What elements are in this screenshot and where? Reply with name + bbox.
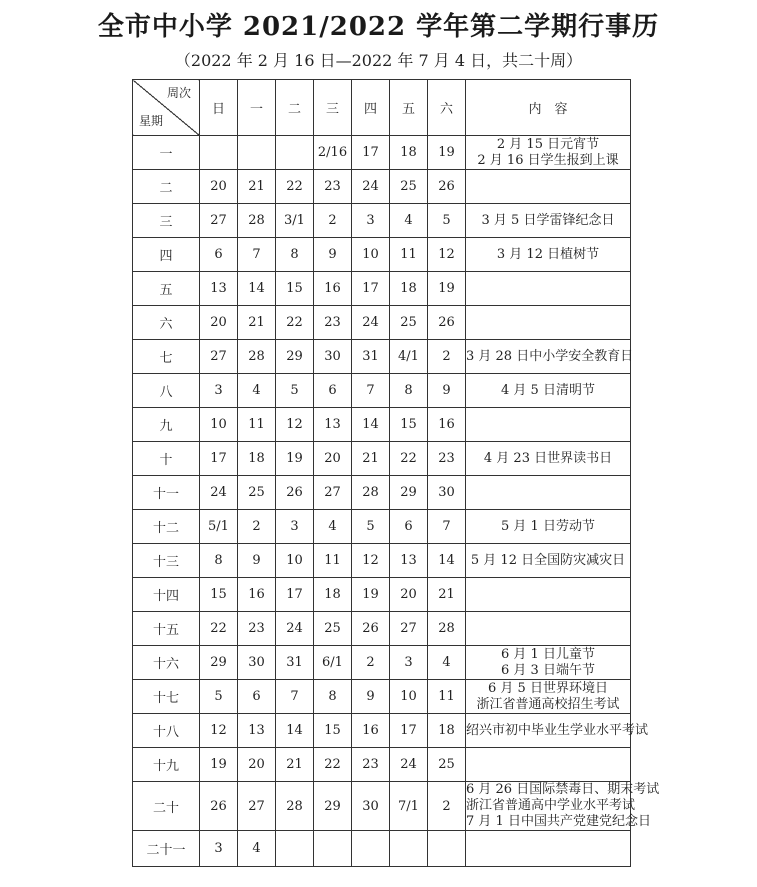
table-row <box>133 510 631 544</box>
date-cell: 13 <box>200 272 238 306</box>
date-cell: 11 <box>238 408 276 442</box>
date-cell: 22 <box>314 748 352 782</box>
date-cell: 26 <box>352 612 390 646</box>
table-row <box>133 544 631 578</box>
event-note: 2 月 15 日元宵节 <box>496 136 600 152</box>
week-label: 二 <box>133 170 200 204</box>
date-cell: 25 <box>390 170 428 204</box>
table-row <box>133 272 631 306</box>
date-cell: 30 <box>314 340 352 374</box>
date-cell: 15 <box>276 272 314 306</box>
date-cell <box>314 831 352 867</box>
date-cell: 21 <box>352 442 390 476</box>
week-label: 五 <box>133 272 200 306</box>
date-cell: 22 <box>276 170 314 204</box>
date-cell: 15 <box>390 408 428 442</box>
date-cell: 2 <box>428 782 466 831</box>
table-row <box>133 136 631 170</box>
date-cell: 12 <box>200 714 238 748</box>
corner-label-weekday: 星期 <box>139 114 164 128</box>
day-header-wed: 三 <box>314 80 352 136</box>
date-cell <box>276 136 314 170</box>
date-cell: 24 <box>352 306 390 340</box>
date-cell: 16 <box>428 408 466 442</box>
date-cell: 8 <box>276 238 314 272</box>
date-cell: 31 <box>276 646 314 680</box>
table-row <box>133 748 631 782</box>
date-cell: 23 <box>352 748 390 782</box>
date-cell: 28 <box>276 782 314 831</box>
event-note: 浙江省普通高中学业水平考试 <box>466 798 636 813</box>
table-row <box>133 782 631 831</box>
date-cell: 15 <box>314 714 352 748</box>
date-cell: 12 <box>352 544 390 578</box>
date-cell: 14 <box>428 544 466 578</box>
date-cell: 8 <box>314 680 352 714</box>
date-cell: 9 <box>428 374 466 408</box>
date-cell: 5 <box>352 510 390 544</box>
date-cell: 28 <box>238 204 276 238</box>
event-notes-cell <box>466 680 631 714</box>
date-cell: 12 <box>428 238 466 272</box>
date-cell: 22 <box>200 612 238 646</box>
event-notes-cell <box>466 272 631 306</box>
event-note: 5 月 1 日劳动节 <box>501 518 595 534</box>
date-cell: 9 <box>314 238 352 272</box>
event-notes-cell <box>466 374 631 408</box>
date-cell: 27 <box>238 782 276 831</box>
date-cell: 22 <box>390 442 428 476</box>
table-header-row <box>133 80 631 136</box>
date-cell: 3 <box>200 374 238 408</box>
event-note: 浙江省普通高校招生考试 <box>476 696 620 712</box>
event-notes-cell <box>466 408 631 442</box>
date-cell: 25 <box>428 748 466 782</box>
week-label: 三 <box>133 204 200 238</box>
date-cell: 3 <box>352 204 390 238</box>
date-cell: 2 <box>314 204 352 238</box>
table-row <box>133 831 631 867</box>
date-cell: 2 <box>428 340 466 374</box>
event-notes-cell <box>466 646 631 680</box>
date-cell: 16 <box>352 714 390 748</box>
date-cell <box>428 831 466 867</box>
event-note: 4 月 23 日世界读书日 <box>483 450 613 466</box>
date-cell: 17 <box>276 578 314 612</box>
date-cell: 10 <box>352 238 390 272</box>
date-cell: 5/1 <box>200 510 238 544</box>
date-cell: 3 <box>390 646 428 680</box>
date-cell: 23 <box>314 306 352 340</box>
date-cell <box>276 831 314 867</box>
date-cell: 29 <box>390 476 428 510</box>
date-cell: 6 <box>238 680 276 714</box>
event-notes-cell <box>466 714 649 748</box>
date-cell: 25 <box>314 612 352 646</box>
date-cell: 28 <box>352 476 390 510</box>
event-notes-cell <box>466 544 631 578</box>
content-header: 内 容 <box>466 80 631 136</box>
week-label: 十六 <box>133 646 200 680</box>
date-cell: 23 <box>238 612 276 646</box>
date-cell: 20 <box>200 170 238 204</box>
week-label: 六 <box>133 306 200 340</box>
table-row <box>133 476 631 510</box>
date-cell: 11 <box>428 680 466 714</box>
week-label: 十 <box>133 442 200 476</box>
date-cell: 6 <box>390 510 428 544</box>
date-cell: 21 <box>428 578 466 612</box>
event-notes-cell <box>466 748 631 782</box>
week-label: 一 <box>133 136 200 170</box>
date-cell: 16 <box>314 272 352 306</box>
date-cell <box>352 831 390 867</box>
date-cell: 16 <box>238 578 276 612</box>
date-cell: 10 <box>200 408 238 442</box>
date-cell: 26 <box>428 170 466 204</box>
date-cell: 6 <box>314 374 352 408</box>
event-note: 绍兴市初中毕业生学业水平考试 <box>466 722 649 738</box>
week-label: 十二 <box>133 510 200 544</box>
date-cell: 18 <box>390 272 428 306</box>
date-cell: 14 <box>352 408 390 442</box>
event-note: 6 月 3 日端午节 <box>501 662 595 678</box>
date-cell: 13 <box>390 544 428 578</box>
date-cell: 20 <box>314 442 352 476</box>
day-header-thu: 四 <box>352 80 390 136</box>
event-notes-cell <box>466 510 631 544</box>
week-label: 十九 <box>133 748 200 782</box>
date-cell: 2 <box>352 646 390 680</box>
date-cell: 24 <box>390 748 428 782</box>
date-cell <box>238 136 276 170</box>
date-cell: 6/1 <box>314 646 352 680</box>
week-label: 九 <box>133 408 200 442</box>
date-cell: 24 <box>276 612 314 646</box>
table-row <box>133 612 631 646</box>
date-cell: 19 <box>428 136 466 170</box>
week-label: 十三 <box>133 544 200 578</box>
date-cell: 26 <box>200 782 238 831</box>
date-cell: 21 <box>276 748 314 782</box>
date-cell: 7 <box>276 680 314 714</box>
date-cell: 18 <box>390 136 428 170</box>
table-row <box>133 680 631 714</box>
event-note: 7 月 1 日中国共产党建党纪念日 <box>466 814 651 829</box>
date-cell: 11 <box>390 238 428 272</box>
event-notes-cell <box>466 831 631 867</box>
date-cell: 29 <box>314 782 352 831</box>
date-cell: 22 <box>276 306 314 340</box>
date-cell: 3/1 <box>276 204 314 238</box>
event-notes-cell <box>466 578 631 612</box>
date-cell: 20 <box>390 578 428 612</box>
date-cell: 25 <box>238 476 276 510</box>
table-row <box>133 238 631 272</box>
date-cell: 13 <box>238 714 276 748</box>
calendar-body <box>133 136 660 867</box>
date-cell: 19 <box>428 272 466 306</box>
date-cell: 23 <box>314 170 352 204</box>
date-cell: 4 <box>238 831 276 867</box>
date-cell: 26 <box>276 476 314 510</box>
day-header-tue: 二 <box>276 80 314 136</box>
event-note: 6 月 5 日世界环境日 <box>488 680 608 696</box>
date-cell: 9 <box>238 544 276 578</box>
date-cell: 29 <box>200 646 238 680</box>
date-cell: 20 <box>200 306 238 340</box>
event-note: 2 月 16 日学生报到上课 <box>477 152 619 168</box>
date-cell: 18 <box>428 714 466 748</box>
date-cell: 7 <box>238 238 276 272</box>
week-label: 十四 <box>133 578 200 612</box>
date-cell: 17 <box>200 442 238 476</box>
table-row <box>133 374 631 408</box>
date-cell: 8 <box>390 374 428 408</box>
date-cell: 6 <box>200 238 238 272</box>
date-cell: 10 <box>276 544 314 578</box>
event-notes-cell <box>466 306 631 340</box>
date-cell: 24 <box>352 170 390 204</box>
date-cell: 30 <box>352 782 390 831</box>
week-label: 七 <box>133 340 200 374</box>
date-cell: 5 <box>276 374 314 408</box>
date-cell: 19 <box>200 748 238 782</box>
event-notes-cell <box>466 238 631 272</box>
calendar-table <box>132 79 660 867</box>
date-cell: 4/1 <box>390 340 428 374</box>
date-cell: 4 <box>390 204 428 238</box>
day-header-fri: 五 <box>390 80 428 136</box>
event-notes-cell <box>466 476 631 510</box>
date-cell: 7 <box>352 374 390 408</box>
date-cell: 18 <box>238 442 276 476</box>
corner-label-week: 周次 <box>166 86 191 100</box>
date-cell: 27 <box>200 204 238 238</box>
date-cell: 19 <box>352 578 390 612</box>
table-row <box>133 340 631 374</box>
event-note: 4 月 5 日清明节 <box>501 382 595 398</box>
page-title: 全市中小学 2021/2022 学年第二学期行事历 <box>97 12 660 42</box>
date-cell: 9 <box>352 680 390 714</box>
week-label: 八 <box>133 374 200 408</box>
week-label: 二十 <box>133 782 200 831</box>
table-row <box>133 306 631 340</box>
event-note: 6 月 26 日国际禁毒日、期末考试 <box>466 782 660 797</box>
page-subtitle: （2022 年 2 月 16 日—2022 年 7 月 4 日，共二十周） <box>174 51 583 70</box>
date-cell: 15 <box>200 578 238 612</box>
date-cell: 2/16 <box>314 136 352 170</box>
date-cell: 30 <box>238 646 276 680</box>
event-notes-cell <box>466 170 631 204</box>
event-note: 6 月 1 日儿童节 <box>501 646 595 662</box>
event-notes-cell <box>466 782 660 831</box>
day-header-mon: 一 <box>238 80 276 136</box>
date-cell: 3 <box>276 510 314 544</box>
date-cell: 5 <box>200 680 238 714</box>
day-header-sat: 六 <box>428 80 466 136</box>
event-note: 5 月 12 日全国防灾减灾日 <box>470 552 626 568</box>
table-row <box>133 170 631 204</box>
week-label: 十五 <box>133 612 200 646</box>
date-cell: 8 <box>200 544 238 578</box>
date-cell: 14 <box>276 714 314 748</box>
date-cell: 11 <box>314 544 352 578</box>
date-cell <box>200 136 238 170</box>
date-cell: 17 <box>352 272 390 306</box>
date-cell: 13 <box>314 408 352 442</box>
table-row <box>133 408 631 442</box>
date-cell: 25 <box>390 306 428 340</box>
date-cell: 4 <box>314 510 352 544</box>
date-cell: 21 <box>238 170 276 204</box>
event-notes-cell <box>466 612 631 646</box>
date-cell: 17 <box>390 714 428 748</box>
date-cell: 10 <box>390 680 428 714</box>
event-note: 3 月 12 日植树节 <box>496 246 600 262</box>
date-cell: 12 <box>276 408 314 442</box>
date-cell: 20 <box>238 748 276 782</box>
date-cell: 27 <box>390 612 428 646</box>
week-label: 四 <box>133 238 200 272</box>
event-notes-cell <box>466 136 631 170</box>
date-cell: 17 <box>352 136 390 170</box>
date-cell: 24 <box>200 476 238 510</box>
day-header-sun: 日 <box>200 80 238 136</box>
corner-cell <box>133 80 200 136</box>
date-cell: 4 <box>238 374 276 408</box>
date-cell: 7/1 <box>390 782 428 831</box>
date-cell: 28 <box>238 340 276 374</box>
week-label: 十七 <box>133 680 200 714</box>
event-notes-cell <box>466 340 634 374</box>
date-cell: 14 <box>238 272 276 306</box>
event-notes-cell <box>466 204 631 238</box>
date-cell: 18 <box>314 578 352 612</box>
table-row <box>133 578 631 612</box>
week-label: 十八 <box>133 714 200 748</box>
date-cell <box>390 831 428 867</box>
date-cell: 28 <box>428 612 466 646</box>
table-row <box>133 714 631 748</box>
table-row <box>133 204 631 238</box>
table-row <box>133 442 631 476</box>
date-cell: 29 <box>276 340 314 374</box>
date-cell: 21 <box>238 306 276 340</box>
week-label: 十一 <box>133 476 200 510</box>
date-cell: 30 <box>428 476 466 510</box>
date-cell: 7 <box>428 510 466 544</box>
event-note: 3 月 28 日中小学安全教育日 <box>466 348 634 364</box>
date-cell: 27 <box>200 340 238 374</box>
date-cell: 3 <box>200 831 238 867</box>
event-notes-cell <box>466 442 631 476</box>
table-row <box>133 646 631 680</box>
date-cell: 23 <box>428 442 466 476</box>
date-cell: 31 <box>352 340 390 374</box>
event-note: 3 月 5 日学雷锋纪念日 <box>481 212 615 228</box>
date-cell: 26 <box>428 306 466 340</box>
week-label: 二十一 <box>133 831 200 867</box>
date-cell: 19 <box>276 442 314 476</box>
date-cell: 5 <box>428 204 466 238</box>
date-cell: 4 <box>428 646 466 680</box>
date-cell: 27 <box>314 476 352 510</box>
date-cell: 2 <box>238 510 276 544</box>
